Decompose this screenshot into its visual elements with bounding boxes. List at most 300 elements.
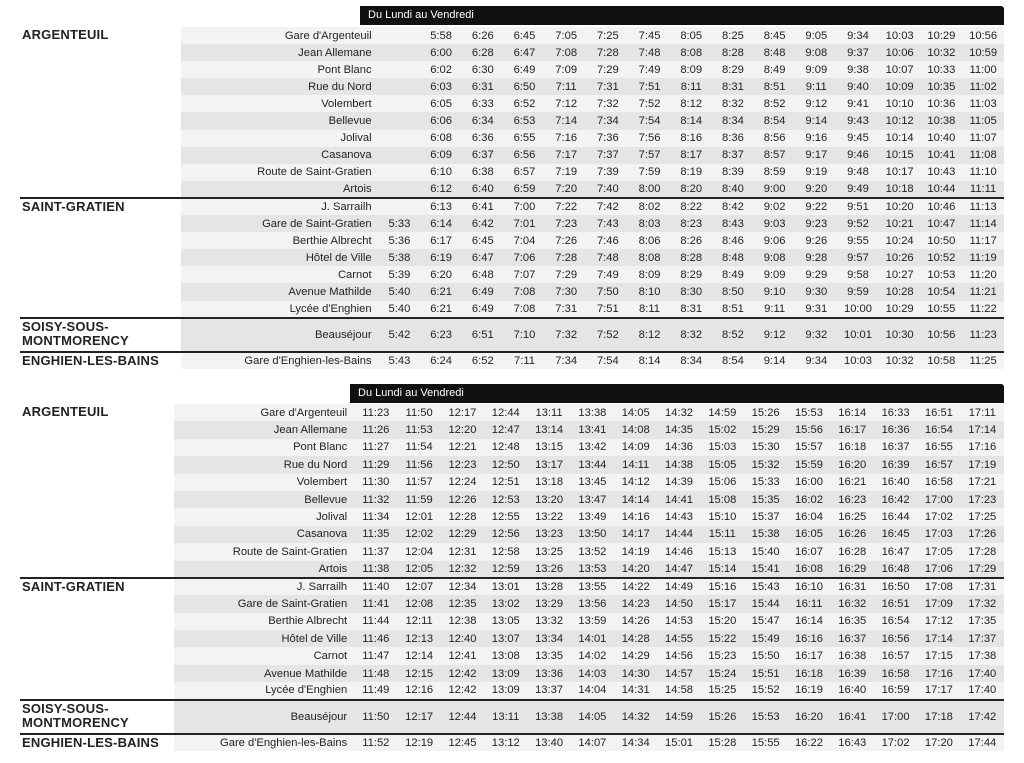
departure-time: 10:29 xyxy=(921,27,963,44)
departure-time: 17:40 xyxy=(961,665,1004,682)
departure-time: 16:37 xyxy=(874,439,917,456)
departure-time: 15:55 xyxy=(744,734,787,751)
departure-time: 9:26 xyxy=(795,232,837,249)
departure-time: 7:11 xyxy=(545,78,587,95)
departure-time: 14:23 xyxy=(614,595,657,612)
departure-time: 5:43 xyxy=(379,352,421,369)
departure-time: 9:34 xyxy=(837,27,879,44)
departure-time: 12:32 xyxy=(441,561,484,578)
departure-time: 12:01 xyxy=(397,508,440,525)
departure-time: 14:05 xyxy=(571,700,614,734)
departure-time: 10:00 xyxy=(837,301,879,318)
departure-time: 14:07 xyxy=(571,734,614,751)
departure-time: 17:29 xyxy=(961,561,1004,578)
departure-time: 15:30 xyxy=(744,439,787,456)
departure-time: 16:18 xyxy=(831,439,874,456)
departure-time: 6:26 xyxy=(462,27,504,44)
town-label: ARGENTEUIL xyxy=(20,27,181,198)
departure-time: 8:14 xyxy=(629,352,671,369)
departure-time: 14:41 xyxy=(657,491,700,508)
departure-time: 15:03 xyxy=(701,439,744,456)
departure-time: 16:39 xyxy=(831,665,874,682)
departure-time: 7:29 xyxy=(587,61,629,78)
departure-time: 14:34 xyxy=(614,734,657,751)
departure-time: 8:49 xyxy=(712,266,754,283)
departure-time: 7:34 xyxy=(587,112,629,129)
departure-time: 5:39 xyxy=(379,266,421,283)
departure-time: 7:01 xyxy=(504,215,546,232)
departure-time: 6:14 xyxy=(420,215,462,232)
departure-time: 8:31 xyxy=(670,301,712,318)
departure-time: 11:34 xyxy=(354,508,397,525)
departure-time: 14:43 xyxy=(657,508,700,525)
departure-time: 15:51 xyxy=(744,665,787,682)
departure-time: 9:38 xyxy=(837,61,879,78)
departure-time: 17:25 xyxy=(961,508,1004,525)
departure-time: 15:29 xyxy=(744,421,787,438)
table-row xyxy=(20,27,1004,44)
departure-time: 13:47 xyxy=(571,491,614,508)
table-row xyxy=(20,318,1004,352)
departure-time: 11:02 xyxy=(962,78,1004,95)
departure-time: 8:12 xyxy=(629,318,671,352)
departure-time: 14:49 xyxy=(657,578,700,595)
stop-name: Bellevue xyxy=(174,491,354,508)
departure-time: 6:55 xyxy=(504,130,546,147)
departure-time: 6:49 xyxy=(462,301,504,318)
departure-time: 11:49 xyxy=(354,682,397,699)
departure-time: 6:02 xyxy=(420,61,462,78)
departure-time: 11:17 xyxy=(962,232,1004,249)
departure-time: 17:31 xyxy=(961,578,1004,595)
departure-time: 15:53 xyxy=(744,700,787,734)
departure-time: 13:59 xyxy=(571,613,614,630)
departure-time: 8:14 xyxy=(670,112,712,129)
departure-time: 7:12 xyxy=(545,95,587,112)
stop-name: Hôtel de Ville xyxy=(181,249,379,266)
departure-time: 13:01 xyxy=(484,578,527,595)
departure-time: 9:55 xyxy=(837,232,879,249)
departure-time: 13:28 xyxy=(527,578,570,595)
departure-time: 14:20 xyxy=(614,561,657,578)
departure-time: 13:23 xyxy=(527,526,570,543)
departure-time: 15:20 xyxy=(701,613,744,630)
departure-time: 17:02 xyxy=(917,508,960,525)
departure-time: 16:40 xyxy=(874,474,917,491)
stop-name: Berthie Albrecht xyxy=(181,232,379,249)
stop-name: Casanova xyxy=(174,526,354,543)
departure-time: 14:11 xyxy=(614,456,657,473)
departure-time: 12:19 xyxy=(397,734,440,751)
departure-time: 14:59 xyxy=(701,404,744,421)
departure-time: 11:00 xyxy=(962,61,1004,78)
departure-time: 10:33 xyxy=(921,61,963,78)
departure-time: 8:11 xyxy=(629,301,671,318)
departure-time: 15:52 xyxy=(744,682,787,699)
departure-time: 7:10 xyxy=(504,318,546,352)
departure-time: 15:02 xyxy=(701,421,744,438)
stop-name: Jean Allemane xyxy=(174,421,354,438)
departure-time: 9:46 xyxy=(837,147,879,164)
departure-time: 8:51 xyxy=(712,301,754,318)
departure-time: 7:04 xyxy=(504,232,546,249)
departure-time: 11:35 xyxy=(354,526,397,543)
departure-time: 7:19 xyxy=(545,164,587,181)
stop-name: Lycée d'Enghien xyxy=(174,682,354,699)
departure-time: 17:38 xyxy=(961,647,1004,664)
departure-time: 12:50 xyxy=(484,456,527,473)
stop-name: J. Sarrailh xyxy=(181,198,379,215)
departure-time: 14:22 xyxy=(614,578,657,595)
stop-name: Carnot xyxy=(181,266,379,283)
departure-time: 16:47 xyxy=(874,543,917,560)
departure-time: 15:16 xyxy=(701,578,744,595)
departure-time: 9:32 xyxy=(795,318,837,352)
departure-time: 17:19 xyxy=(961,456,1004,473)
departure-time: 9:08 xyxy=(754,249,796,266)
stop-name: Gare d'Enghien-les-Bains xyxy=(174,734,354,751)
departure-time: 10:53 xyxy=(921,266,963,283)
departure-time: 17:40 xyxy=(961,682,1004,699)
departure-time: 14:17 xyxy=(614,526,657,543)
departure-time: 15:22 xyxy=(701,630,744,647)
departure-time: 11:32 xyxy=(354,491,397,508)
stop-name: Rue du Nord xyxy=(181,78,379,95)
departure-time: 16:19 xyxy=(787,682,830,699)
departure-time: 16:23 xyxy=(831,491,874,508)
departure-time: 14:59 xyxy=(657,700,700,734)
table-row xyxy=(20,404,1004,421)
town-label: SAINT-GRATIEN xyxy=(20,198,181,318)
departure-time: 8:31 xyxy=(712,78,754,95)
departure-time: 10:40 xyxy=(921,130,963,147)
stop-name: Rue du Nord xyxy=(174,456,354,473)
departure-time: 9:00 xyxy=(754,181,796,198)
departure-time: 8:26 xyxy=(670,232,712,249)
departure-time: 9:06 xyxy=(754,232,796,249)
departure-time: 15:28 xyxy=(701,734,744,751)
departure-time: 7:31 xyxy=(545,301,587,318)
departure-time: 14:35 xyxy=(657,421,700,438)
departure-time xyxy=(379,181,421,198)
departure-time: 13:08 xyxy=(484,647,527,664)
stop-name: Berthie Albrecht xyxy=(174,613,354,630)
departure-time: 13:09 xyxy=(484,665,527,682)
departure-time: 9:22 xyxy=(795,198,837,215)
departure-time: 8:56 xyxy=(754,130,796,147)
departure-time: 8:43 xyxy=(712,215,754,232)
departure-time: 16:48 xyxy=(874,561,917,578)
departure-time: 15:49 xyxy=(744,630,787,647)
departure-time: 7:16 xyxy=(545,130,587,147)
departure-time: 10:50 xyxy=(921,232,963,249)
departure-time: 17:16 xyxy=(917,665,960,682)
departure-time: 11:08 xyxy=(962,147,1004,164)
departure-time: 11:47 xyxy=(354,647,397,664)
departure-time: 8:28 xyxy=(670,249,712,266)
departure-time: 8:49 xyxy=(754,61,796,78)
departure-time: 15:14 xyxy=(701,561,744,578)
departure-time: 11:44 xyxy=(354,613,397,630)
departure-time: 16:07 xyxy=(787,543,830,560)
departure-time: 10:43 xyxy=(921,164,963,181)
departure-time: 17:42 xyxy=(961,700,1004,734)
departure-time: 7:23 xyxy=(545,215,587,232)
departure-time: 11:48 xyxy=(354,665,397,682)
departure-time: 5:36 xyxy=(379,232,421,249)
departure-time: 14:31 xyxy=(614,682,657,699)
departure-time: 16:08 xyxy=(787,561,830,578)
table-row xyxy=(20,352,1004,369)
departure-time: 8:06 xyxy=(629,232,671,249)
departure-time: 10:26 xyxy=(879,249,921,266)
departure-time: 10:32 xyxy=(879,352,921,369)
departure-time: 10:17 xyxy=(879,164,921,181)
departure-time: 16:05 xyxy=(787,526,830,543)
departure-time: 8:00 xyxy=(629,181,671,198)
departure-time: 9:19 xyxy=(795,164,837,181)
departure-time: 15:40 xyxy=(744,543,787,560)
departure-time: 15:13 xyxy=(701,543,744,560)
departure-time: 11:20 xyxy=(962,266,1004,283)
departure-time: 11:26 xyxy=(354,421,397,438)
departure-time: 7:30 xyxy=(545,283,587,300)
departure-time: 11:40 xyxy=(354,578,397,595)
departure-time: 12:34 xyxy=(441,578,484,595)
departure-time: 14:57 xyxy=(657,665,700,682)
departure-time: 16:58 xyxy=(874,665,917,682)
stop-name: Gare d'Enghien-les-Bains xyxy=(181,352,379,369)
departure-time: 7:28 xyxy=(545,249,587,266)
departure-time: 14:01 xyxy=(571,630,614,647)
departure-time: 17:14 xyxy=(917,630,960,647)
departure-time: 8:54 xyxy=(712,352,754,369)
departure-time: 9:03 xyxy=(754,215,796,232)
departure-time: 14:08 xyxy=(614,421,657,438)
timetable-table xyxy=(20,27,1004,369)
departure-time: 12:04 xyxy=(397,543,440,560)
departure-time: 8:12 xyxy=(670,95,712,112)
departure-time: 9:14 xyxy=(754,352,796,369)
town-label: SOISY-SOUS-MONTMORENCY xyxy=(20,700,174,734)
departure-time: 14:28 xyxy=(614,630,657,647)
departure-time: 10:29 xyxy=(879,301,921,318)
departure-time: 15:44 xyxy=(744,595,787,612)
departure-time: 11:41 xyxy=(354,595,397,612)
departure-time xyxy=(379,44,421,61)
departure-time: 16:37 xyxy=(831,630,874,647)
departure-time: 10:52 xyxy=(921,249,963,266)
departure-time: 6:28 xyxy=(462,44,504,61)
departure-time: 14:32 xyxy=(614,700,657,734)
departure-time: 8:02 xyxy=(629,198,671,215)
departure-time: 17:44 xyxy=(961,734,1004,751)
departure-time: 17:18 xyxy=(917,700,960,734)
departure-time: 15:38 xyxy=(744,526,787,543)
departure-time: 8:19 xyxy=(670,164,712,181)
departure-time: 10:46 xyxy=(921,198,963,215)
departure-time: 9:16 xyxy=(795,130,837,147)
departure-time: 9:49 xyxy=(837,181,879,198)
departure-time: 8:30 xyxy=(670,283,712,300)
departure-time: 15:41 xyxy=(744,561,787,578)
stop-name: Beauséjour xyxy=(181,318,379,352)
departure-time: 8:08 xyxy=(670,44,712,61)
departure-time: 16:28 xyxy=(831,543,874,560)
departure-time: 7:09 xyxy=(545,61,587,78)
departure-time: 16:43 xyxy=(831,734,874,751)
departure-time: 9:10 xyxy=(754,283,796,300)
departure-time: 14:32 xyxy=(657,404,700,421)
departure-time: 16:21 xyxy=(831,474,874,491)
departure-time: 12:28 xyxy=(441,508,484,525)
departure-time: 10:03 xyxy=(837,352,879,369)
departure-time: 6:08 xyxy=(420,130,462,147)
departure-time: 8:42 xyxy=(712,198,754,215)
departure-time: 12:15 xyxy=(397,665,440,682)
departure-time: 10:24 xyxy=(879,232,921,249)
departure-time: 5:38 xyxy=(379,249,421,266)
departure-time: 11:59 xyxy=(397,491,440,508)
departure-time: 11:29 xyxy=(354,456,397,473)
departure-time: 14:05 xyxy=(614,404,657,421)
departure-time: 12:17 xyxy=(397,700,440,734)
departure-time: 11:23 xyxy=(354,404,397,421)
departure-time: 8:29 xyxy=(712,61,754,78)
departure-time: 14:55 xyxy=(657,630,700,647)
departure-time: 10:30 xyxy=(879,318,921,352)
departure-time: 17:15 xyxy=(917,647,960,664)
departure-time: 11:50 xyxy=(354,700,397,734)
departure-time: 8:52 xyxy=(712,318,754,352)
departure-time: 9:12 xyxy=(795,95,837,112)
departure-time: 5:40 xyxy=(379,283,421,300)
stop-name: Avenue Mathilde xyxy=(181,283,379,300)
departure-time: 7:54 xyxy=(629,112,671,129)
departure-time: 7:05 xyxy=(545,27,587,44)
departure-time: 16:25 xyxy=(831,508,874,525)
departure-time: 10:56 xyxy=(921,318,963,352)
departure-time: 16:02 xyxy=(787,491,830,508)
departure-time: 11:13 xyxy=(962,198,1004,215)
departure-time: 15:43 xyxy=(744,578,787,595)
departure-time: 13:56 xyxy=(571,595,614,612)
departure-time: 15:26 xyxy=(744,404,787,421)
departure-time: 12:29 xyxy=(441,526,484,543)
departure-time: 17:11 xyxy=(961,404,1004,421)
departure-time: 7:08 xyxy=(504,301,546,318)
departure-time: 16:10 xyxy=(787,578,830,595)
departure-time: 12:40 xyxy=(441,630,484,647)
departure-time: 16:26 xyxy=(831,526,874,543)
departure-time: 16:39 xyxy=(874,456,917,473)
departure-time: 7:46 xyxy=(587,232,629,249)
departure-time: 12:14 xyxy=(397,647,440,664)
departure-time: 9:29 xyxy=(795,266,837,283)
departure-time: 11:52 xyxy=(354,734,397,751)
departure-time: 16:22 xyxy=(787,734,830,751)
town-label: SOISY-SOUS-MONTMORENCY xyxy=(20,318,181,352)
stop-name: Hôtel de Ville xyxy=(174,630,354,647)
departure-time: 17:03 xyxy=(917,526,960,543)
departure-time: 11:19 xyxy=(962,249,1004,266)
departure-time: 8:25 xyxy=(712,27,754,44)
departure-time: 6:50 xyxy=(504,78,546,95)
departure-time: 12:26 xyxy=(441,491,484,508)
departure-time: 11:11 xyxy=(962,181,1004,198)
stop-name: Jean Allemane xyxy=(181,44,379,61)
departure-time: 13:14 xyxy=(527,421,570,438)
departure-time: 11:30 xyxy=(354,474,397,491)
town-label: ENGHIEN-LES-BAINS xyxy=(20,352,181,369)
day-header: Du Lundi au Vendredi xyxy=(350,384,1004,403)
departure-time: 11:56 xyxy=(397,456,440,473)
departure-time: 10:27 xyxy=(879,266,921,283)
departure-time: 11:27 xyxy=(354,439,397,456)
table-row xyxy=(20,700,1004,734)
departure-time: 12:17 xyxy=(441,404,484,421)
departure-time: 13:20 xyxy=(527,491,570,508)
departure-time: 15:06 xyxy=(701,474,744,491)
departure-time: 9:09 xyxy=(754,266,796,283)
departure-time: 11:07 xyxy=(962,130,1004,147)
departure-time: 8:39 xyxy=(712,164,754,181)
departure-time: 7:00 xyxy=(504,198,546,215)
town-label: ENGHIEN-LES-BAINS xyxy=(20,734,174,751)
departure-time: 9:31 xyxy=(795,301,837,318)
departure-time: 8:09 xyxy=(670,61,712,78)
departure-time: 10:28 xyxy=(879,283,921,300)
departure-time: 7:08 xyxy=(545,44,587,61)
departure-time: 6:36 xyxy=(462,130,504,147)
departure-time: 17:00 xyxy=(917,491,960,508)
departure-time: 12:11 xyxy=(397,613,440,630)
departure-time: 10:32 xyxy=(921,44,963,61)
stop-name: Artois xyxy=(181,181,379,198)
departure-time: 14:50 xyxy=(657,595,700,612)
departure-time: 6:52 xyxy=(504,95,546,112)
departure-time: 13:38 xyxy=(571,404,614,421)
departure-time: 14:38 xyxy=(657,456,700,473)
departure-time: 8:57 xyxy=(754,147,796,164)
departure-time: 12:48 xyxy=(484,439,527,456)
departure-time: 8:17 xyxy=(670,147,712,164)
table-row xyxy=(20,198,1004,215)
stop-name: Beauséjour xyxy=(174,700,354,734)
departure-time: 7:28 xyxy=(587,44,629,61)
departure-time: 11:37 xyxy=(354,543,397,560)
departure-time: 15:33 xyxy=(744,474,787,491)
departure-time: 7:25 xyxy=(587,27,629,44)
departure-time: 6:21 xyxy=(420,283,462,300)
departure-time: 15:57 xyxy=(787,439,830,456)
town-label: SAINT-GRATIEN xyxy=(20,578,174,700)
departure-time: 16:58 xyxy=(917,474,960,491)
departure-time: 6:09 xyxy=(420,147,462,164)
departure-time: 11:54 xyxy=(397,439,440,456)
departure-time: 7:26 xyxy=(545,232,587,249)
departure-time: 9:45 xyxy=(837,130,879,147)
stop-name: Gare de Saint-Gratien xyxy=(174,595,354,612)
departure-time: 6:47 xyxy=(462,249,504,266)
departure-time: 7:20 xyxy=(545,181,587,198)
departure-time: 8:08 xyxy=(629,249,671,266)
departure-time: 7:52 xyxy=(587,318,629,352)
timetable-table xyxy=(20,404,1004,751)
departure-time: 9:41 xyxy=(837,95,879,112)
departure-time: 12:02 xyxy=(397,526,440,543)
departure-time: 13:18 xyxy=(527,474,570,491)
